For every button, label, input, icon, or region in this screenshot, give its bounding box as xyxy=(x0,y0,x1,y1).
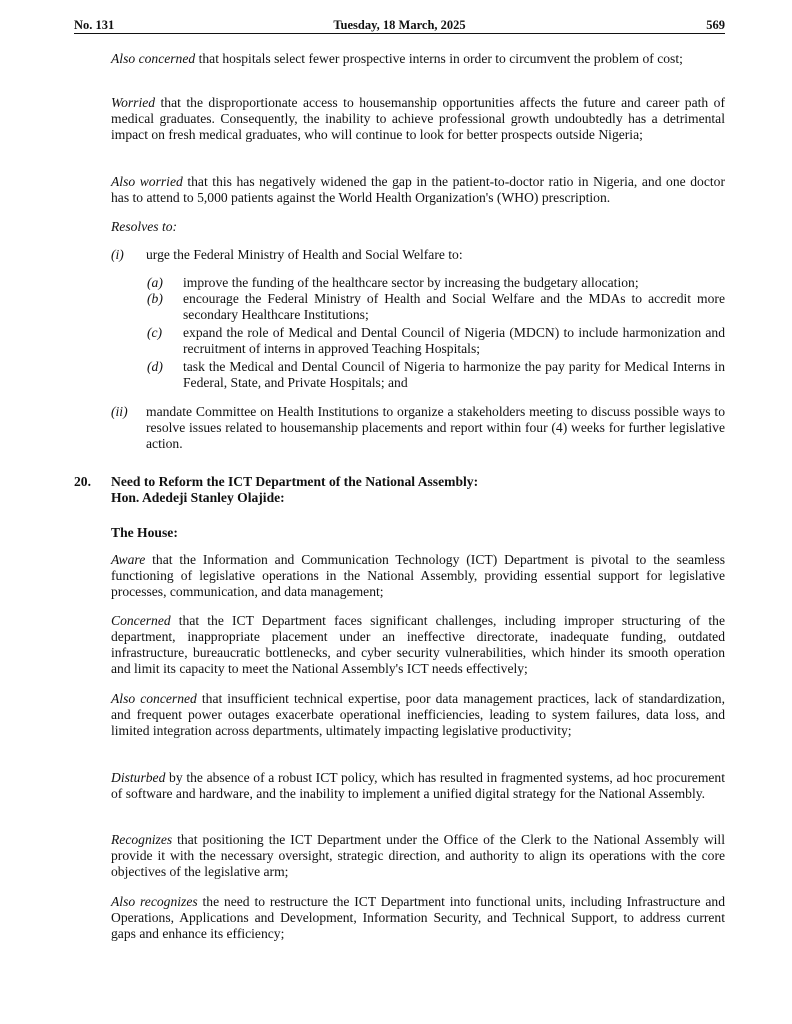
the-house-heading: The House: xyxy=(111,525,178,540)
paragraph-lead: Worried xyxy=(111,95,156,110)
resolution-text: mandate Committee on Health Institutions to organize a stakeholders meeting to discuss possible ways to resolve issues related to housemanship placements and report within four (4) weeks for further legislative action. xyxy=(146,404,725,452)
paragraph-lead: Disturbed xyxy=(111,770,166,785)
resolution-item xyxy=(111,247,725,263)
paragraph-also-concerned-ict xyxy=(111,691,725,739)
paragraph-also-worried xyxy=(111,174,725,206)
resolution-text: urge the Federal Ministry of Health and Social Welfare to: xyxy=(146,247,463,262)
motion-number: 20. xyxy=(74,474,91,489)
paragraph-lead: Also worried xyxy=(111,174,183,189)
sub-item-number: (a) xyxy=(147,275,163,290)
sub-item xyxy=(147,325,725,357)
page-number: 569 xyxy=(706,18,725,32)
paragraph-body: that the ICT Department faces significant challenges, including improper structuring of the department, inappropriate placement under an ineffective directorate, inadequate funding, outdated infrastructure, bureaucratic bottlenecks, and cyber security vulnerabilities, which hinder its smooth operation and limit its capacity to meet the National Assembly's ICT needs effectively; xyxy=(111,613,725,677)
sub-item-number: (b) xyxy=(147,291,163,306)
paragraph-lead: Also concerned xyxy=(111,691,197,706)
paragraph-disturbed xyxy=(111,770,725,802)
paragraph-aware xyxy=(111,552,725,600)
paragraph-lead: Aware xyxy=(111,552,146,567)
issue-number: No. 131 xyxy=(74,18,115,32)
sub-item-text: improve the funding of the healthcare sector by increasing the budgetary allocation; xyxy=(183,275,639,290)
paragraph-body: that the Information and Communication Technology (ICT) Department is pivotal to the seamless functioning of legislative operations in the National Assembly, providing essential support for legislative processes, communication, and data management; xyxy=(111,552,725,600)
resolution-number: (i) xyxy=(111,247,124,262)
paragraph-lead: Concerned xyxy=(111,613,171,628)
sub-item xyxy=(147,291,725,323)
paragraph-recognizes xyxy=(111,832,725,880)
motion-sponsor: Hon. Adedeji Stanley Olajide: xyxy=(111,490,285,505)
sub-item-text: expand the role of Medical and Dental Council of Nigeria (MDCN) to include harmonization and recruitment of interns in approved Teaching Hospitals; xyxy=(183,325,725,357)
sub-item-number: (d) xyxy=(147,359,163,374)
paragraph-worried xyxy=(111,95,725,143)
motion-title: Need to Reform the ICT Department of the National Assembly: xyxy=(111,474,479,489)
paragraph-lead: Also concerned xyxy=(111,51,196,66)
header-date: Tuesday, 18 March, 2025 xyxy=(333,18,466,32)
paragraph-body: that hospitals select fewer prospective interns in order to circumvent the problem of cost; xyxy=(195,51,683,66)
page-header xyxy=(74,17,725,34)
paragraph-body: that positioning the ICT Department under the Office of the Clerk to the National Assembly will provide it with the necessary oversight, strategic direction, and authority to align its operations with the core objectives of the legislative arm; xyxy=(111,832,725,880)
resolution-item xyxy=(111,404,725,452)
resolution-number: (ii) xyxy=(111,404,128,419)
sub-item-text: encourage the Federal Ministry of Health and Social Welfare and the MDAs to accredit more secondary Healthcare Institutions; xyxy=(183,291,725,323)
paragraph-body: that the disproportionate access to housemanship opportunities affects the future and career path of medical graduates. Consequently, the inability to achieve professional growth undoubtedly has a detrimental impact on fresh medical graduates, who will continue to look for better prospects outside Nigeria; xyxy=(111,95,725,143)
paragraph-also-concerned xyxy=(111,51,725,67)
paragraph-body: the need to restructure the ICT Department into functional units, including Infrastructure and Operations, Applications and Development, Information Security, and Technical Support, to address current gaps and enhance its efficiency; xyxy=(111,894,726,942)
paragraph-body: by the absence of a robust ICT policy, which has resulted in fragmented systems, ad hoc procurement of software and hardware, and the inability to implement a unified digital strategy for the National Assembly. xyxy=(111,770,725,802)
paragraph-body: that this has negatively widened the gap in the patient-to-doctor ratio in Nigeria, and one doctor has to attend to 5,000 patients against the World Health Organization's (WHO) prescription. xyxy=(111,174,725,206)
paragraph-also-recognizes xyxy=(111,894,725,942)
sub-item xyxy=(147,275,725,291)
paragraph-body: that insufficient technical expertise, poor data management practices, lack of standardization, and frequent power outages exacerbate operational inefficiencies, leading to system failures, data loss, and limited integration across departments, ultimately impacting legislative productivity; xyxy=(111,691,725,739)
sub-item-number: (c) xyxy=(147,325,163,340)
paragraph-lead: Also recognizes xyxy=(111,894,198,909)
sub-item xyxy=(147,359,725,391)
sub-item-text: task the Medical and Dental Council of Nigeria to harmonize the pay parity for Medical Interns in Federal, State, and Private Hospitals; and xyxy=(183,359,725,391)
paragraph-lead: Recognizes xyxy=(111,832,173,847)
resolves-heading: Resolves to: xyxy=(111,219,178,234)
paragraph-concerned xyxy=(111,613,725,677)
